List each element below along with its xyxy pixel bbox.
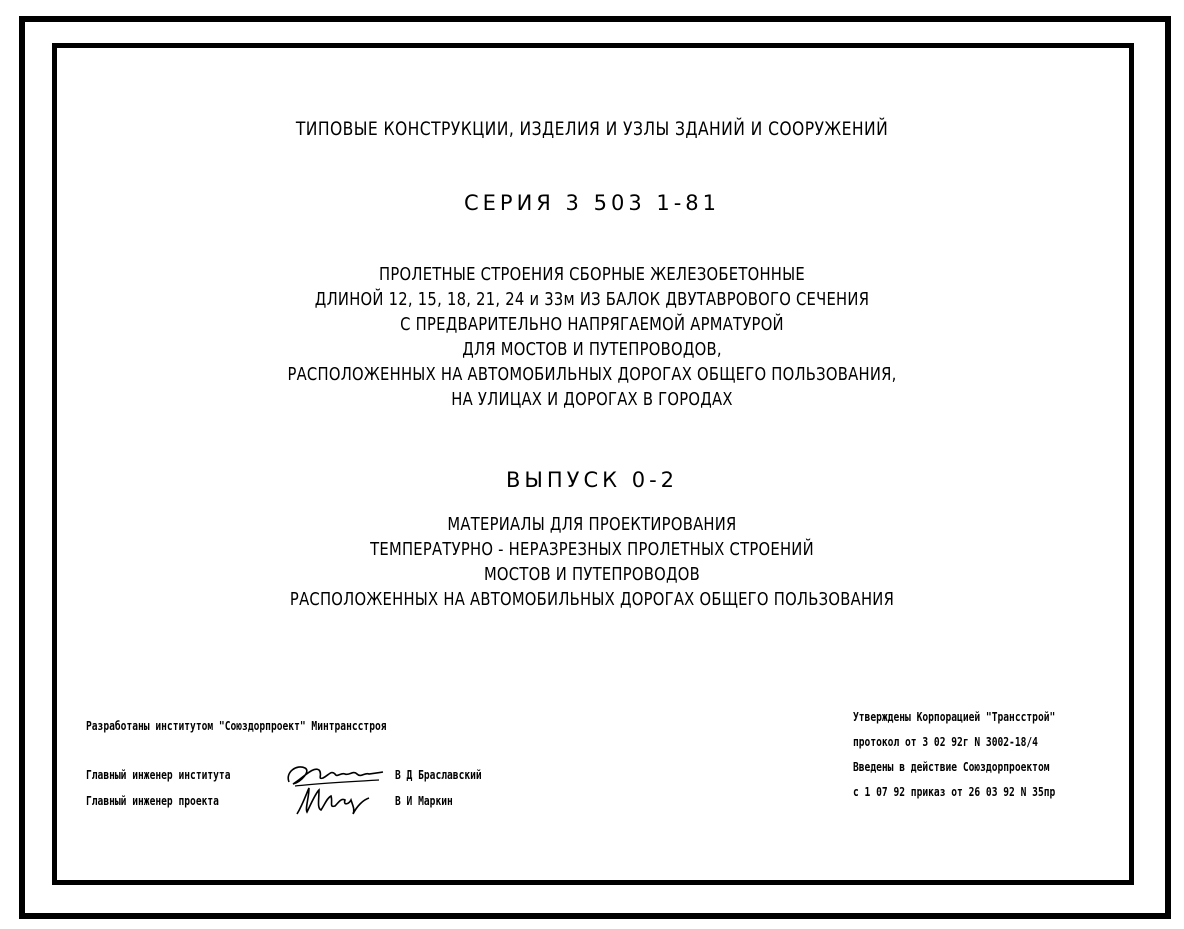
- inner-frame: [52, 43, 1134, 885]
- issue-line-1: МАТЕРИАЛЫ ДЛЯ ПРОЕКТИРОВАНИЯ: [447, 514, 737, 535]
- document-title: ТИПОВЫЕ КОНСТРУКЦИИ, ИЗДЕЛИЯ И УЗЛЫ ЗДАНИЙ И СООРУЖЕНИЙ: [295, 118, 889, 140]
- approval-line-2: протокол от 3 02 92г N 3002-18/4: [853, 735, 1038, 749]
- description-line-4: ДЛЯ МОСТОВ И ПУТЕПРОВОДОВ,: [462, 339, 722, 360]
- issue-line-4: РАСПОЛОЖЕННЫХ НА АВТОМОБИЛЬНЫХ ДОРОГАХ ОБЩЕГО ПОЛЬЗОВАНИЯ: [289, 589, 895, 610]
- approval-line-4: с 1 07 92 приказ от 26 03 92 N 35пр: [853, 785, 1056, 799]
- signature-markin: [293, 784, 373, 818]
- developed-by: Разработаны институтом "Союздорпроект" Минтрансстроя: [86, 719, 387, 733]
- description-line-5: РАСПОЛОЖЕННЫХ НА АВТОМОБИЛЬНЫХ ДОРОГАХ ОБЩЕГО ПОЛЬЗОВАНИЯ,: [287, 364, 897, 385]
- chief-engineer-institute-name: В Д Браславский: [395, 768, 482, 782]
- description-line-3: С ПРЕДВАРИТЕЛЬНО НАПРЯГАЕМОЙ АРМАТУРОЙ: [400, 314, 784, 335]
- description-line-6: НА УЛИЦАХ И ДОРОГАХ В ГОРОДАХ: [451, 389, 733, 410]
- approval-line-3: Введены в действие Союздорпроектом: [853, 760, 1050, 774]
- issue-line-3: МОСТОВ И ПУТЕПРОВОДОВ: [483, 564, 701, 585]
- approval-line-1: Утверждены Корпорацией "Трансстрой": [853, 710, 1056, 724]
- series-number: СЕРИЯ 3 503 1-81: [463, 191, 721, 215]
- description-line-1: ПРОЛЕТНЫЕ СТРОЕНИЯ СБОРНЫЕ ЖЕЛЕЗОБЕТОННЫЕ: [379, 264, 805, 285]
- description-line-2: ДЛИНОЙ 12, 15, 18, 21, 24 и 33м ИЗ БАЛОК ДВУТАВРОВОГО СЕЧЕНИЯ: [314, 289, 870, 310]
- chief-engineer-project-name: В И Маркин: [395, 794, 453, 808]
- chief-engineer-institute-label: Главный инженер института: [86, 768, 231, 782]
- chief-engineer-project-label: Главный инженер проекта: [86, 794, 219, 808]
- issue-label: ВЫПУСК 0-2: [505, 468, 679, 492]
- issue-line-2: ТЕМПЕРАТУРНО - НЕРАЗРЕЗНЫХ ПРОЛЕТНЫХ СТРОЕНИЙ: [370, 539, 814, 560]
